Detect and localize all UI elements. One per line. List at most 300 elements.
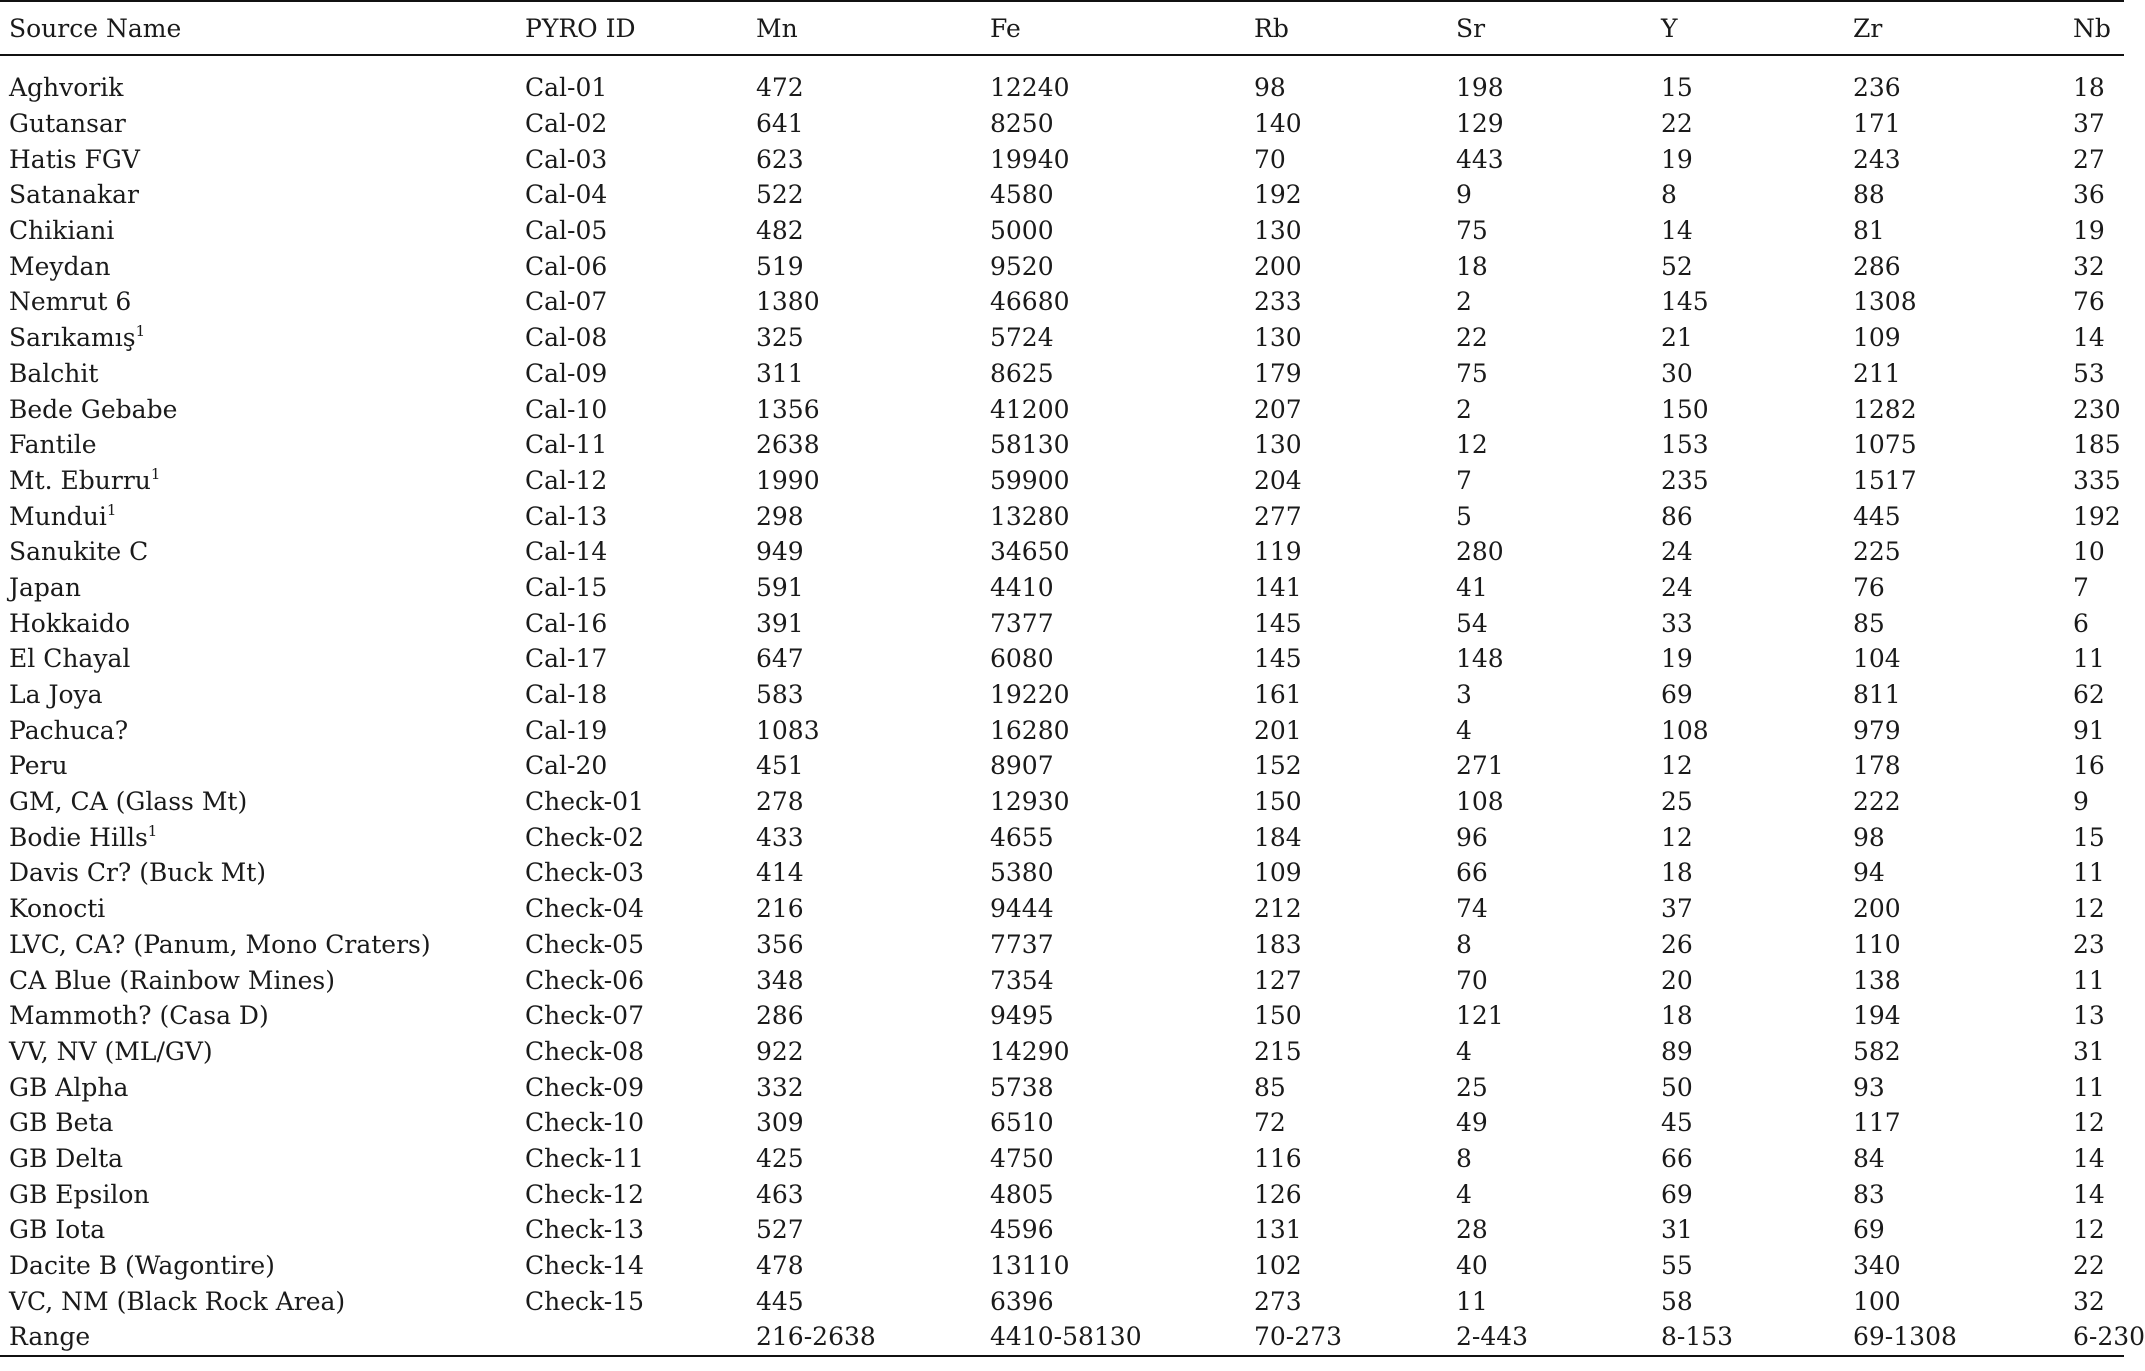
- mn-cell: 451: [756, 751, 804, 781]
- y-cell: 26: [1661, 929, 1693, 959]
- mn-cell: 922: [756, 1036, 804, 1066]
- fe-cell: 6510: [990, 1108, 1054, 1138]
- table-row: [0, 748, 2124, 784]
- fe-cell: 8250: [990, 109, 1054, 139]
- pyro-id-cell: Cal-06: [525, 251, 608, 281]
- nb-cell: 335: [2073, 465, 2121, 495]
- zr-cell: 93: [1853, 1072, 1885, 1102]
- table-row: [0, 1176, 2124, 1212]
- mn-cell: 1083: [756, 715, 820, 745]
- table-header: [0, 1, 2124, 55]
- fe-cell: 7737: [990, 929, 1054, 959]
- source-name: GB Epsilon: [9, 1179, 150, 1209]
- pyro-id-cell: Cal-15: [525, 572, 608, 602]
- source-name-cell: [0, 570, 516, 606]
- zr-cell: 171: [1853, 109, 1901, 139]
- nb-cell: 91: [2073, 715, 2105, 745]
- y-cell: 69: [1661, 1179, 1693, 1209]
- fe-cell: 8625: [990, 358, 1054, 388]
- table-row: [0, 927, 2124, 963]
- source-name-cell: [0, 141, 516, 177]
- rb-cell: 207: [1254, 394, 1302, 424]
- fe-cell: 46680: [990, 287, 1070, 317]
- source-name-cell: [0, 1176, 516, 1212]
- header-source-name: Source Name: [0, 1, 516, 55]
- table-row: [0, 1141, 2124, 1177]
- mn-cell: 949: [756, 537, 804, 567]
- fe-cell: 34650: [990, 537, 1070, 567]
- source-name: GB Alpha: [9, 1072, 129, 1102]
- source-name-cell: [0, 927, 516, 963]
- sr-cell: 108: [1456, 787, 1504, 817]
- pyro-id-cell: Check-11: [525, 1143, 644, 1173]
- sr-cell: 4: [1456, 1179, 1472, 1209]
- source-name-cell: [0, 1069, 516, 1105]
- pyro-id-cell: Cal-16: [525, 608, 608, 638]
- sr-cell: 75: [1456, 216, 1488, 246]
- pyro-id-cell: Cal-12: [525, 465, 608, 495]
- y-cell: 45: [1661, 1108, 1693, 1138]
- y-cell: 55: [1661, 1251, 1693, 1281]
- mn-cell: 1990: [756, 465, 820, 495]
- table-row: [0, 320, 2124, 356]
- source-name-cell: [0, 605, 516, 641]
- nb-cell: 11: [2073, 644, 2105, 674]
- y-cell: 8-153: [1652, 1319, 1844, 1356]
- nb-cell: 12: [2073, 1215, 2105, 1245]
- source-name: Dacite B (Wagontire): [9, 1251, 275, 1281]
- source-name: Chikiani: [9, 216, 115, 246]
- mn-cell: 216-2638: [747, 1319, 981, 1356]
- fe-cell: 4410-58130: [981, 1319, 1245, 1356]
- pyro-id-cell: Check-09: [525, 1072, 644, 1102]
- source-name-cell: [0, 855, 516, 891]
- source-name: Japan: [9, 572, 81, 602]
- source-name: GM, CA (Glass Mt): [9, 787, 248, 817]
- table-row: [0, 1069, 2124, 1105]
- mn-cell: 1380: [756, 287, 820, 317]
- fe-cell: 9495: [990, 1001, 1054, 1031]
- source-name: Hatis FGV: [9, 144, 140, 174]
- source-name-cell: [0, 748, 516, 784]
- rb-cell: 145: [1254, 644, 1302, 674]
- zr-cell: 1517: [1853, 465, 1917, 495]
- mn-cell: 445: [756, 1286, 804, 1316]
- fe-cell: 4655: [990, 822, 1054, 852]
- table-row: [0, 141, 2124, 177]
- source-name: La Joya: [9, 680, 103, 710]
- mn-cell: 647: [756, 644, 804, 674]
- sr-cell: 280: [1456, 537, 1504, 567]
- y-cell: 20: [1661, 965, 1693, 995]
- header-mn: Mn: [747, 1, 981, 55]
- pyro-id-cell: Cal-17: [525, 644, 608, 674]
- source-name: Gutansar: [9, 109, 126, 139]
- sr-cell: 443: [1456, 144, 1504, 174]
- fe-cell: 4596: [990, 1215, 1054, 1245]
- mn-cell: 332: [756, 1072, 804, 1102]
- fe-cell: 12240: [990, 73, 1070, 103]
- pyro-id-cell: Cal-03: [525, 144, 608, 174]
- source-name-cell: [0, 55, 516, 106]
- source-name: Satanakar: [9, 180, 139, 210]
- source-name: Sanukite C: [9, 537, 149, 567]
- zr-cell: 222: [1853, 787, 1901, 817]
- sr-cell: 129: [1456, 109, 1504, 139]
- table-row: [0, 534, 2124, 570]
- sr-cell: 96: [1456, 822, 1488, 852]
- nb-cell: 36: [2073, 180, 2105, 210]
- source-name: Meydan: [9, 251, 111, 281]
- table-row: [0, 784, 2124, 820]
- rb-cell: 131: [1254, 1215, 1302, 1245]
- rb-cell: 152: [1254, 751, 1302, 781]
- fe-cell: 13280: [990, 501, 1070, 531]
- source-name-cell: [0, 1248, 516, 1284]
- header-row: [0, 1, 2124, 55]
- table-row: [0, 1283, 2124, 1319]
- fe-cell: 5000: [990, 216, 1054, 246]
- nb-cell: 23: [2073, 929, 2105, 959]
- zr-cell: 83: [1853, 1179, 1885, 1209]
- sr-cell: 8: [1456, 1143, 1472, 1173]
- rb-cell: 130: [1254, 323, 1302, 353]
- header-rb: Rb: [1245, 1, 1447, 55]
- sr-cell: 2-443: [1447, 1319, 1652, 1356]
- source-name-cell: [0, 427, 516, 463]
- source-name: Sarıkamış: [9, 323, 136, 353]
- y-cell: 89: [1661, 1036, 1693, 1066]
- rb-cell: 204: [1254, 465, 1302, 495]
- source-name-cell: [0, 712, 516, 748]
- source-name-cell: [0, 1212, 516, 1248]
- y-cell: 150: [1661, 394, 1709, 424]
- zr-cell: 811: [1853, 680, 1901, 710]
- sr-cell: 4: [1456, 1036, 1472, 1066]
- zr-cell: 1282: [1853, 394, 1917, 424]
- zr-cell: 100: [1853, 1286, 1901, 1316]
- rb-cell: 70: [1254, 144, 1286, 174]
- zr-cell: 225: [1853, 537, 1901, 567]
- source-name-cell: [0, 1105, 516, 1141]
- mn-cell: 1356: [756, 394, 820, 424]
- source-name: VV, NV (ML/GV): [9, 1036, 213, 1066]
- y-cell: 25: [1661, 787, 1693, 817]
- nb-cell: 32: [2073, 1286, 2105, 1316]
- rb-cell: 150: [1254, 1001, 1302, 1031]
- y-cell: 12: [1661, 751, 1693, 781]
- footnote-marker: 1: [135, 322, 146, 341]
- fe-cell: 4750: [990, 1143, 1054, 1173]
- source-name: Nemrut 6: [9, 287, 132, 317]
- y-cell: 15: [1661, 73, 1693, 103]
- pyro-id-cell: Check-07: [525, 1001, 644, 1031]
- source-name: Konocti: [9, 894, 106, 924]
- table-row: [0, 819, 2124, 855]
- rb-cell: 70-273: [1245, 1319, 1447, 1356]
- table-row: [0, 998, 2124, 1034]
- sr-cell: 54: [1456, 608, 1488, 638]
- zr-cell: 85: [1853, 608, 1885, 638]
- rb-cell: 200: [1254, 251, 1302, 281]
- pyro-id-cell: Check-02: [525, 822, 644, 852]
- table-row: [0, 498, 2124, 534]
- source-name: Aghvorik: [9, 73, 124, 103]
- zr-cell: 178: [1853, 751, 1901, 781]
- table-row: [0, 1319, 2124, 1356]
- pyro-id-cell: Cal-08: [525, 323, 608, 353]
- sr-cell: 75: [1456, 358, 1488, 388]
- sr-cell: 4: [1456, 715, 1472, 745]
- fe-cell: 19940: [990, 144, 1070, 174]
- sr-cell: 2: [1456, 394, 1472, 424]
- zr-cell: 445: [1853, 501, 1901, 531]
- y-cell: 12: [1661, 822, 1693, 852]
- table-row: [0, 427, 2124, 463]
- sr-cell: 49: [1456, 1108, 1488, 1138]
- footnote-marker: 1: [106, 500, 117, 519]
- mn-cell: 519: [756, 251, 804, 281]
- nb-cell: 62: [2073, 680, 2105, 710]
- source-name: Mundui: [9, 501, 107, 531]
- mn-cell: 348: [756, 965, 804, 995]
- source-name-cell: [0, 463, 516, 499]
- nb-cell: 230: [2073, 394, 2121, 424]
- rb-cell: 85: [1254, 1072, 1286, 1102]
- rb-cell: 201: [1254, 715, 1302, 745]
- table-row: [0, 106, 2124, 142]
- mn-cell: 414: [756, 858, 804, 888]
- mn-cell: 298: [756, 501, 804, 531]
- mn-cell: 278: [756, 787, 804, 817]
- table-row: [0, 1212, 2124, 1248]
- sr-cell: 7: [1456, 465, 1472, 495]
- fe-cell: 13110: [990, 1251, 1070, 1281]
- table-row: [0, 641, 2124, 677]
- mn-cell: 591: [756, 572, 804, 602]
- pyro-id-cell: Check-04: [525, 894, 644, 924]
- sr-cell: 121: [1456, 1001, 1504, 1031]
- table-row: [0, 1034, 2124, 1070]
- pyro-id-cell: Check-01: [525, 787, 644, 817]
- zr-cell: 88: [1853, 180, 1885, 210]
- y-cell: 8: [1661, 180, 1677, 210]
- nb-cell: 11: [2073, 965, 2105, 995]
- source-name: Pachuca?: [9, 715, 129, 745]
- table-row: [0, 248, 2124, 284]
- sr-cell: 3: [1456, 680, 1472, 710]
- y-cell: 14: [1661, 216, 1693, 246]
- source-name: CA Blue (Rainbow Mines): [9, 965, 335, 995]
- rb-cell: 161: [1254, 680, 1302, 710]
- header-sr: Sr: [1447, 1, 1652, 55]
- y-cell: 153: [1661, 430, 1709, 460]
- mn-cell: 433: [756, 822, 804, 852]
- y-cell: 58: [1661, 1286, 1693, 1316]
- pyro-id-cell: Check-13: [525, 1215, 644, 1245]
- y-cell: 19: [1661, 144, 1693, 174]
- source-name: Peru: [9, 751, 68, 781]
- rb-cell: 273: [1254, 1286, 1302, 1316]
- zr-cell: 84: [1853, 1143, 1885, 1173]
- pyro-id-cell: Check-14: [525, 1251, 644, 1281]
- zr-cell: 582: [1853, 1036, 1901, 1066]
- rb-cell: 179: [1254, 358, 1302, 388]
- source-name-cell: [0, 356, 516, 392]
- source-name: Davis Cr? (Buck Mt): [9, 858, 266, 888]
- fe-cell: 9520: [990, 251, 1054, 281]
- zr-cell: 1308: [1853, 287, 1917, 317]
- table-row: [0, 1105, 2124, 1141]
- rb-cell: 130: [1254, 430, 1302, 460]
- nb-cell: 6: [2073, 608, 2089, 638]
- y-cell: 18: [1661, 858, 1693, 888]
- nb-cell: 9: [2073, 787, 2089, 817]
- rb-cell: 215: [1254, 1036, 1302, 1066]
- table-row: [0, 677, 2124, 713]
- pyro-id-cell: Cal-05: [525, 216, 608, 246]
- nb-cell: 11: [2073, 858, 2105, 888]
- y-cell: 33: [1661, 608, 1693, 638]
- source-name-cell: [0, 391, 516, 427]
- fe-cell: 14290: [990, 1036, 1070, 1066]
- zr-cell: 69-1308: [1844, 1319, 2064, 1356]
- rb-cell: 126: [1254, 1179, 1302, 1209]
- mn-cell: 311: [756, 358, 804, 388]
- pyro-id-cell: Cal-18: [525, 680, 608, 710]
- sr-cell: 12: [1456, 430, 1488, 460]
- fe-cell: 4805: [990, 1179, 1054, 1209]
- mn-cell: 623: [756, 144, 804, 174]
- zr-cell: 117: [1853, 1108, 1901, 1138]
- sr-cell: 18: [1456, 251, 1488, 281]
- rb-cell: 141: [1254, 572, 1302, 602]
- nb-cell: 15: [2073, 822, 2105, 852]
- fe-cell: 5380: [990, 858, 1054, 888]
- sr-cell: 5: [1456, 501, 1472, 531]
- zr-cell: 104: [1853, 644, 1901, 674]
- nb-cell: 12: [2073, 1108, 2105, 1138]
- pyro-id-cell: Cal-02: [525, 109, 608, 139]
- nb-cell: 18: [2073, 73, 2105, 103]
- nb-cell: 14: [2073, 1143, 2105, 1173]
- source-name-cell: [0, 106, 516, 142]
- nb-cell: 13: [2073, 1001, 2105, 1031]
- source-name-cell: [0, 534, 516, 570]
- zr-cell: 1075: [1853, 430, 1917, 460]
- mn-cell: 2638: [756, 430, 820, 460]
- source-name-cell: [0, 1141, 516, 1177]
- mn-cell: 522: [756, 180, 804, 210]
- nb-cell: 22: [2073, 1251, 2105, 1281]
- source-name: Mammoth? (Casa D): [9, 1001, 269, 1031]
- source-name: Bodie Hills: [9, 822, 148, 852]
- source-name-cell: [0, 498, 516, 534]
- source-name: Range: [9, 1322, 91, 1352]
- nb-cell: 10: [2073, 537, 2105, 567]
- nb-cell: 76: [2073, 287, 2105, 317]
- sr-cell: 271: [1456, 751, 1504, 781]
- source-name: Mt. Eburru: [9, 465, 151, 495]
- zr-cell: 76: [1853, 572, 1885, 602]
- y-cell: 31: [1661, 1215, 1693, 1245]
- source-name-cell: [0, 998, 516, 1034]
- y-cell: 69: [1661, 680, 1693, 710]
- source-name-cell: [0, 320, 516, 356]
- fe-cell: 5738: [990, 1072, 1054, 1102]
- rb-cell: 119: [1254, 537, 1302, 567]
- table-row: [0, 962, 2124, 998]
- fe-cell: 6396: [990, 1286, 1054, 1316]
- rb-cell: 116: [1254, 1143, 1302, 1173]
- header-zr: Zr: [1844, 1, 2064, 55]
- pyro-id-cell: Cal-07: [525, 287, 608, 317]
- table-row: [0, 891, 2124, 927]
- zr-cell: 200: [1853, 894, 1901, 924]
- nb-cell: 53: [2073, 358, 2105, 388]
- nb-cell: 12: [2073, 894, 2105, 924]
- y-cell: 37: [1661, 894, 1693, 924]
- y-cell: 18: [1661, 1001, 1693, 1031]
- y-cell: 145: [1661, 287, 1709, 317]
- y-cell: 21: [1661, 323, 1693, 353]
- zr-cell: 94: [1853, 858, 1885, 888]
- sr-cell: 25: [1456, 1072, 1488, 1102]
- rb-cell: 127: [1254, 965, 1302, 995]
- source-name: LVC, CA? (Panum, Mono Craters): [9, 929, 431, 959]
- mn-cell: 356: [756, 929, 804, 959]
- table-row: [0, 356, 2124, 392]
- rb-cell: 183: [1254, 929, 1302, 959]
- y-cell: 30: [1661, 358, 1693, 388]
- pyro-id-cell: [516, 1319, 747, 1356]
- zr-cell: 81: [1853, 216, 1885, 246]
- zr-cell: 286: [1853, 251, 1901, 281]
- source-name-cell: [0, 1283, 516, 1319]
- nb-cell: 31: [2073, 1036, 2105, 1066]
- source-name-cell: [0, 891, 516, 927]
- fe-cell: 6080: [990, 644, 1054, 674]
- mn-cell: 425: [756, 1143, 804, 1173]
- nb-cell: 7: [2073, 572, 2089, 602]
- nb-cell: 185: [2073, 430, 2121, 460]
- rb-cell: 150: [1254, 787, 1302, 817]
- y-cell: 22: [1661, 109, 1693, 139]
- pyro-id-cell: Check-06: [525, 965, 644, 995]
- source-name: Hokkaido: [9, 608, 131, 638]
- y-cell: 86: [1661, 501, 1693, 531]
- sr-cell: 70: [1456, 965, 1488, 995]
- pyro-id-cell: Cal-20: [525, 751, 608, 781]
- y-cell: 66: [1661, 1143, 1693, 1173]
- table-row: [0, 284, 2124, 320]
- fe-cell: 9444: [990, 894, 1054, 924]
- nb-cell: 11: [2073, 1072, 2105, 1102]
- source-name-cell: [0, 248, 516, 284]
- sr-cell: 148: [1456, 644, 1504, 674]
- header-nb: Nb: [2064, 1, 2124, 55]
- pyro-id-cell: Check-08: [525, 1036, 644, 1066]
- rb-cell: 184: [1254, 822, 1302, 852]
- header-y: Y: [1652, 1, 1844, 55]
- source-name-cell: [0, 284, 516, 320]
- source-name: Balchit: [9, 358, 99, 388]
- nb-cell: 37: [2073, 109, 2105, 139]
- table-row: [0, 177, 2124, 213]
- nb-cell: 6-230: [2064, 1319, 2124, 1356]
- table-row: [0, 55, 2124, 106]
- source-name-cell: [0, 1319, 516, 1356]
